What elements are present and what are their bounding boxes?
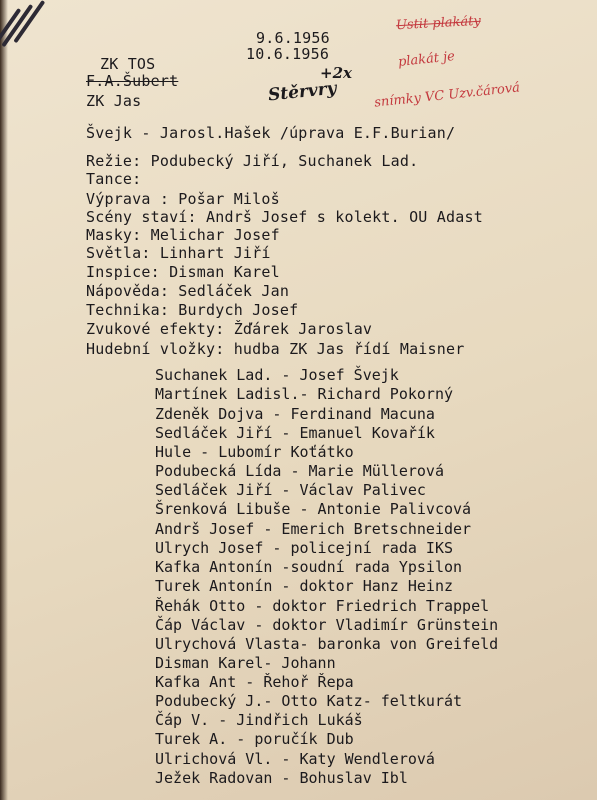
cast-line: Turek A. - poručík Dub xyxy=(155,730,354,748)
crew-line: Zvukové efekty: Žďárek Jaroslav xyxy=(86,320,373,338)
org-line-tos: ZK TOS xyxy=(100,55,156,73)
crew-line: Hudební vložky: hudba ZK Jas řídí Maisner xyxy=(86,340,465,358)
cast-line: Hule - Lubomír Koťátko xyxy=(155,443,354,461)
cast-line: Martínek Ladisl.- Richard Pokorný xyxy=(155,385,454,403)
cast-line: Kafka Antonín -soudní rada Ypsilon xyxy=(155,558,463,576)
cast-line: Čáp Václav - doktor Vladimír Grünstein xyxy=(155,616,499,634)
cast-line: Ulrychová Vlasta- baronka von Greifeld xyxy=(155,635,499,653)
crew-line: Tance: xyxy=(86,170,142,188)
handwritten-note-1: Ustit plakáty xyxy=(395,13,482,34)
cast-line: Ulrichová Vl. - Katy Wendlerová xyxy=(155,750,435,768)
date-2: 10.6.1956 xyxy=(246,45,330,63)
cast-line: Turek Antonín - doktor Hanz Heinz xyxy=(155,577,454,595)
cast-line: Řehák Otto - doktor Friedrich Trappel xyxy=(155,597,490,615)
handwritten-note-2x: +2x xyxy=(320,64,352,82)
cast-line: Ježek Radovan - Bohuslav Ibl xyxy=(155,769,408,787)
cast-line: Suchanek Lad. - Josef Švejk xyxy=(155,366,399,384)
cast-line: Sedláček Jiří - Emanuel Kovařík xyxy=(155,424,435,442)
cast-line: Podubecký J.- Otto Katz- feltkurát xyxy=(155,692,463,710)
handwritten-note-strevry: Stěrvry xyxy=(267,78,338,106)
page-edge-shadow xyxy=(0,0,8,800)
cast-line: Čáp V. - Jindřich Lukáš xyxy=(155,711,363,729)
org-line-jas: ZK Jas xyxy=(86,92,142,110)
crew-line: Režie: Podubecký Jiří, Suchanek Lad. xyxy=(86,152,419,170)
crew-line: Nápověda: Sedláček Jan xyxy=(86,282,290,300)
cast-line: Sedláček Jiří - Václav Palivec xyxy=(155,481,426,499)
cast-line: Ulrych Josef - policejní rada IKS xyxy=(155,539,454,557)
cast-line: Disman Karel- Johann xyxy=(155,654,336,672)
cast-line: Šrenková Libuše - Antonie Palivcová xyxy=(155,500,472,518)
handwritten-note-2: plakát je xyxy=(397,49,456,70)
org-line-subert: F.A.Šubert xyxy=(86,72,179,90)
crew-line: Světla: Linhart Jiří xyxy=(86,244,271,262)
crew-line: Technika: Burdych Josef xyxy=(86,301,299,319)
cast-line: Kafka Ant - Řehoř Řepa xyxy=(155,673,354,691)
crew-line: Inspice: Disman Karel xyxy=(86,263,280,281)
play-title: Švejk - Jarosl.Hašek /úprava E.F.Burian/ xyxy=(86,124,456,142)
date-1: 9.6.1956 xyxy=(256,29,330,47)
cast-line: Andrš Josef - Emerich Bretschneider xyxy=(155,520,472,538)
crew-line: Výprava : Pošar Miloš xyxy=(86,190,280,208)
cast-line: Zdeněk Dojva - Ferdinand Macuna xyxy=(155,405,435,423)
crew-line: Scény staví: Andrš Josef s kolekt. OU Adast xyxy=(86,208,483,226)
crew-line: Masky: Melichar Josef xyxy=(86,226,280,244)
cast-line: Podubecká Lída - Marie Müllerová xyxy=(155,462,444,480)
handwritten-note-3: snímky VC Uzv.čárová xyxy=(373,80,521,111)
